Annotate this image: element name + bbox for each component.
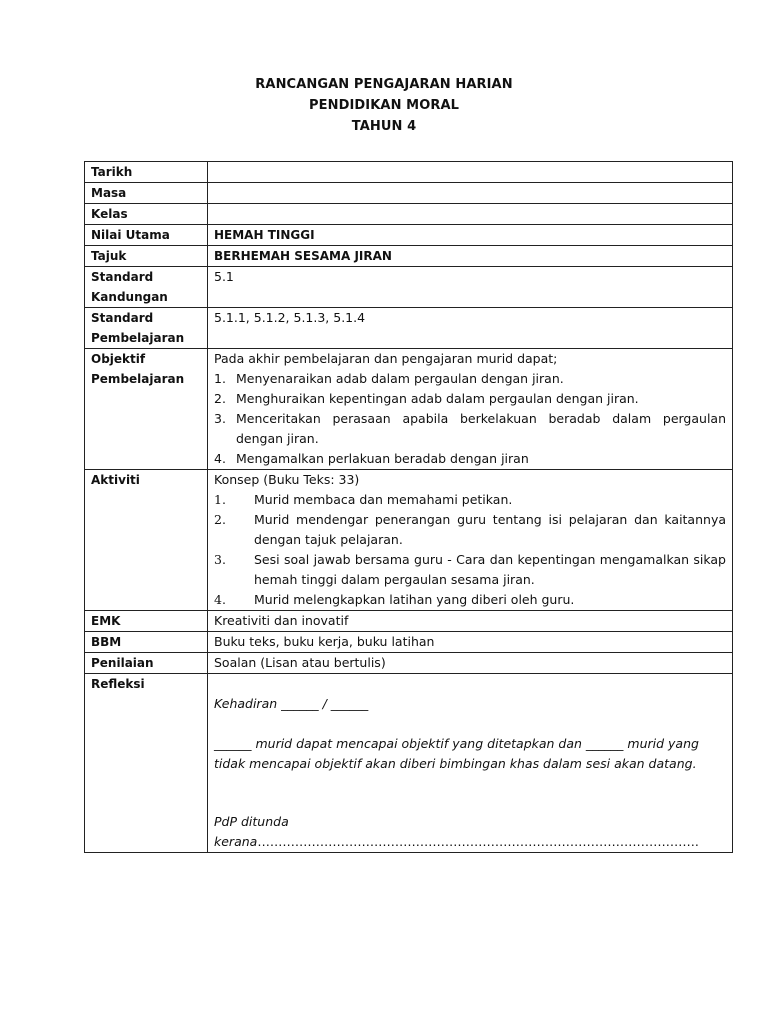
row-aktiviti [85, 470, 733, 611]
aktiviti-list [214, 490, 726, 610]
aktiviti-intro: Konsep (Buku Teks: 33) [214, 472, 360, 487]
row-standard-kandungan [85, 267, 733, 308]
refleksi-objektif: ______ murid dapat mencapai objektif yang ditetapkan dan ______ murid yang tidak mencapai objektif akan diberi bimbingan khas dalam sesi akan datang. [214, 736, 699, 771]
list-item [214, 490, 726, 510]
label-tajuk: Tajuk [85, 246, 208, 267]
value-kelas [208, 204, 733, 225]
value-tarikh [208, 162, 733, 183]
value-objektif [208, 349, 733, 470]
value-nilai-utama: HEMAH TINGGI [208, 225, 733, 246]
label-standard-kandungan [85, 267, 208, 308]
header-year: TAHUN 4 [351, 119, 417, 134]
list-number: 3. [214, 411, 226, 426]
label-bbm: BBM [85, 632, 208, 653]
objektif-list [214, 369, 726, 469]
list-number: 4. [214, 592, 226, 607]
list-item [214, 510, 726, 550]
refleksi-kehadiran: Kehadiran ______ / ______ [214, 696, 369, 711]
list-item [214, 409, 726, 449]
list-number: 2. [214, 512, 226, 527]
value-standard-kandungan: 5.1 [208, 267, 733, 308]
objektif-intro: Pada akhir pembelajaran dan pengajaran murid dapat; [214, 351, 558, 366]
row-refleksi [85, 674, 733, 853]
list-number: 4. [214, 451, 226, 466]
value-penilaian: Soalan (Lisan atau bertulis) [208, 653, 733, 674]
document-header [0, 74, 768, 137]
label-objektif [85, 349, 208, 470]
list-number: 1. [214, 492, 226, 507]
row-masa [85, 183, 733, 204]
list-item [214, 389, 726, 409]
value-standard-pembelajaran: 5.1.1, 5.1.2, 5.1.3, 5.1.4 [208, 308, 733, 349]
list-number: 3. [214, 552, 226, 567]
label-masa: Masa [85, 183, 208, 204]
label-standard-pembelajaran-line2: Pembelajaran [91, 331, 185, 345]
list-text: Mengamalkan perlakuan beradab dengan jiran [236, 451, 529, 466]
row-objektif [85, 349, 733, 470]
list-number: 1. [214, 371, 226, 386]
value-tajuk: BERHEMAH SESAMA JIRAN [208, 246, 733, 267]
label-kelas: Kelas [85, 204, 208, 225]
label-standard-kandungan-line2: Kandungan [91, 290, 168, 304]
label-standard-kandungan-line1: Standard [91, 270, 154, 284]
row-tarikh [85, 162, 733, 183]
list-text: Sesi soal jawab bersama guru - Cara dan kepentingan mengamalkan sikap hemah tinggi dalam pergaulan sesama jiran. [254, 552, 726, 587]
refleksi-kerana-line [214, 832, 726, 852]
value-emk: Kreativiti dan inovatif [208, 611, 733, 632]
row-tajuk [85, 246, 733, 267]
refleksi-kerana: kerana [214, 834, 258, 849]
row-standard-pembelajaran [85, 308, 733, 349]
header-title: RANCANGAN PENGAJARAN HARIAN [255, 77, 513, 92]
row-kelas [85, 204, 733, 225]
row-bbm [85, 632, 733, 653]
label-penilaian: Penilaian [85, 653, 208, 674]
list-text: Menceritakan perasaan apabila berkelakuan beradab dalam pergaulan dengan jiran. [236, 411, 726, 446]
refleksi-kerana-dots: ……………………………………………………………………………………………. [257, 834, 699, 849]
label-refleksi: Refleksi [85, 674, 208, 853]
value-refleksi [208, 674, 733, 853]
label-standard-pembelajaran [85, 308, 208, 349]
value-masa [208, 183, 733, 204]
value-aktiviti [208, 470, 733, 611]
row-nilai-utama [85, 225, 733, 246]
list-text: Menyenaraikan adab dalam pergaulan dengan jiran. [236, 371, 564, 386]
row-penilaian [85, 653, 733, 674]
row-emk [85, 611, 733, 632]
label-nilai-utama: Nilai Utama [85, 225, 208, 246]
header-subject: PENDIDIKAN MORAL [308, 98, 460, 113]
label-objektif-line1: Objektif [91, 352, 146, 366]
list-text: Murid membaca dan memahami petikan. [254, 492, 513, 507]
list-item [214, 590, 726, 610]
label-emk: EMK [85, 611, 208, 632]
label-aktiviti: Aktiviti [85, 470, 208, 611]
label-objektif-line2: Pembelajaran [91, 372, 185, 386]
refleksi-ditunda: PdP ditunda [214, 814, 289, 829]
label-standard-pembelajaran-line1: Standard [91, 311, 154, 325]
label-tarikh: Tarikh [85, 162, 208, 183]
list-number: 2. [214, 391, 226, 406]
lesson-plan-table [84, 161, 733, 853]
list-text: Menghuraikan kepentingan adab dalam pergaulan dengan jiran. [236, 391, 639, 406]
list-item [214, 369, 726, 389]
list-item [214, 550, 726, 590]
list-item [214, 449, 726, 469]
list-text: Murid mendengar penerangan guru tentang isi pelajaran dan kaitannya dengan tajuk pelajaran. [254, 512, 726, 547]
list-text: Murid melengkapkan latihan yang diberi oleh guru. [254, 592, 575, 607]
value-bbm: Buku teks, buku kerja, buku latihan [208, 632, 733, 653]
